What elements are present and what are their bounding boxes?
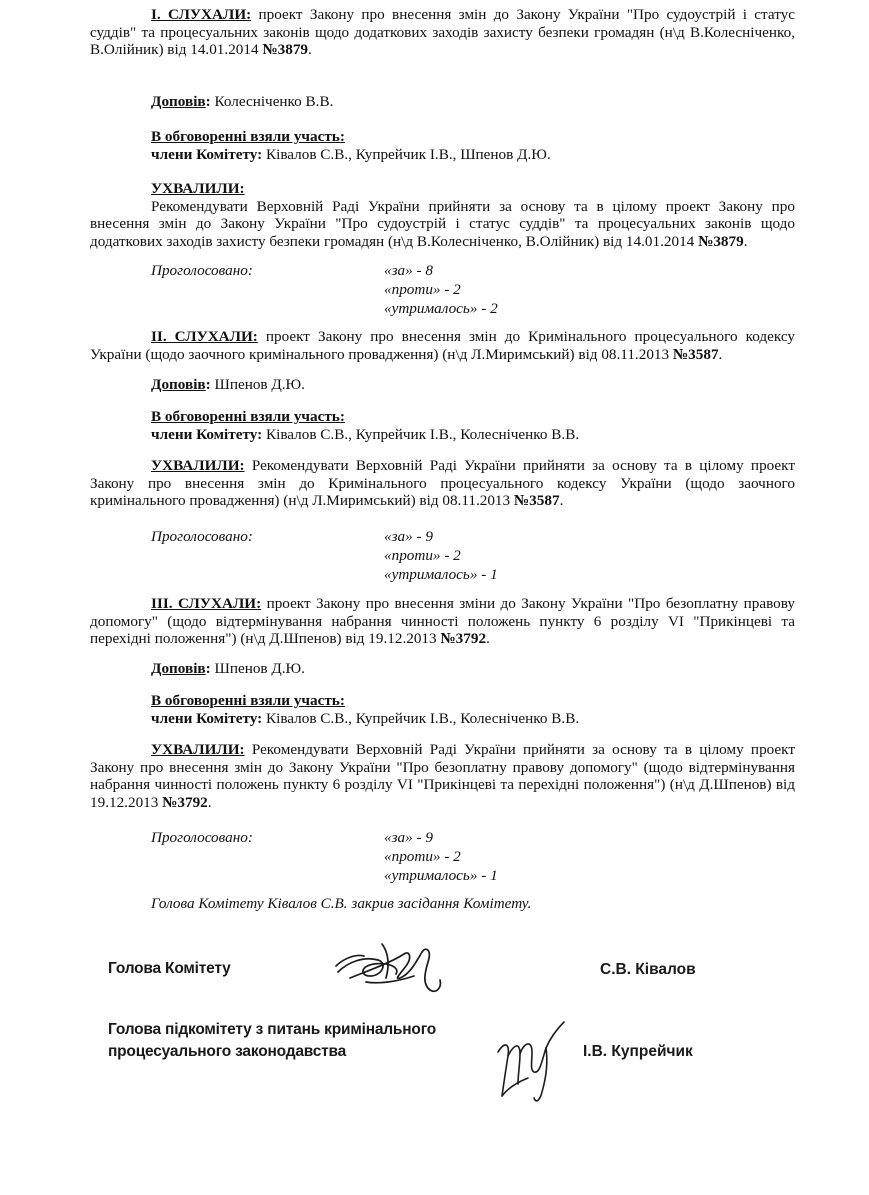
item-2-heard-number: №3587	[672, 345, 719, 363]
item-2-heard-label: II. СЛУХАЛИ:	[151, 328, 258, 345]
item-3-votes-for: «за» - 9	[384, 829, 433, 846]
item-3-decided-end: .	[207, 793, 212, 811]
item-2-reporter-label: Доповів	[151, 376, 206, 393]
subchair-title	[108, 1019, 436, 1063]
item-1-decided-label: УХВАЛИЛИ:	[151, 180, 245, 197]
item-3-heard-end: .	[486, 630, 490, 647]
item-3-votes-abstain: «утрималось» - 1	[384, 867, 498, 884]
item-1-members-names: Ківалов С.В., Купрейчик І.В., Шпенов Д.Ю.	[262, 145, 551, 163]
subchair-title-line2: процесуального законодавства	[108, 1043, 347, 1060]
item-2-members-label: члени Комітету:	[151, 425, 263, 443]
item-3-reporter-name: Шпенов Д.Ю.	[210, 660, 305, 677]
item-3-reporter-label: Доповів	[151, 660, 206, 677]
subchair-title-line1: Голова підкомітету з питань кримінального	[108, 1021, 437, 1038]
closing-note	[90, 895, 795, 913]
item-1-discussion-label: В обговоренні взяли участь:	[151, 128, 345, 145]
item-2-reporter-colon: :	[205, 376, 211, 393]
item-3-discussion	[90, 692, 795, 727]
chair-signature-image	[330, 932, 450, 1002]
item-1-decided-end: .	[743, 232, 748, 250]
item-2-members-names: Ківалов С.В., Купрейчик І.В., Колесніченко В.В.	[262, 425, 580, 443]
item-2-votes-against: «проти» - 2	[384, 547, 461, 564]
item-1-heard-text: проект Закону про внесення змін до Закону України "Про судоустрій і статус суддів" та процесуальних законів щодо додаткових заходів захисту безпеки громадян (н\д В.Колесніченко, В.Олійник) від 14.01.2014	[90, 6, 795, 58]
item-2-reporter-name: Шпенов Д.Ю.	[210, 376, 305, 393]
item-2-decided	[90, 457, 795, 510]
chair-title: Голова Комітету	[108, 960, 231, 977]
item-3-heard-number: №3792	[440, 630, 487, 647]
chair-name: С.В. Ківалов	[600, 961, 696, 978]
item-1-reporter-label: Доповів	[151, 93, 206, 110]
item-3-heard-text: проект Закону про внесення зміни до Закону України "Про безоплатну правову допомогу" (щодо відтермінування набрання чинності положень пункту 6 розділу VI "Прикінцеві та перехідні положення") (н\д Д.Шпенов) від 19.12.2013	[90, 595, 795, 647]
item-3-decided-text: Рекомендувати Верховній Раді України прийняти за основу та в цілому проект Закону про внесення змін до Закону України "Про безоплатну правову допомогу" (щодо відтермінування набрання чинності положень пункту 6 розділу VI "Прикінцеві та перехідні положення") (н\д Д.Шпенов) від 19.12.2013	[90, 741, 795, 811]
item-1-heard	[90, 6, 795, 59]
item-3-reporter-colon: :	[205, 660, 211, 677]
item-1-heard-number: №3879	[262, 41, 309, 58]
item-3-decided-number: №3792	[162, 793, 208, 811]
item-2-heard	[90, 328, 795, 363]
item-1-members-label: члени Комітету:	[151, 145, 263, 163]
item-1-reporter-name: Колесніченко В.В.	[210, 93, 334, 110]
item-2-discussion-label: В обговоренні взяли участь:	[151, 408, 345, 425]
item-2-decided-label: УХВАЛИЛИ:	[151, 457, 245, 474]
item-3-voted-label: Проголосовано:	[151, 829, 253, 846]
item-3-votes-against: «проти» - 2	[384, 848, 461, 865]
subchair-name: І.В. Купрейчик	[583, 1043, 693, 1060]
item-2-reporter	[90, 376, 795, 394]
item-1-votes-against: «проти» - 2	[384, 281, 461, 298]
item-3-decided-label: УХВАЛИЛИ:	[151, 741, 245, 758]
item-2-decided-number: №3587	[513, 492, 560, 509]
item-1-reporter-colon: :	[205, 93, 211, 110]
item-1-voted-label: Проголосовано:	[151, 262, 253, 279]
closing-note-text: Голова Комітету Ківалов С.В. закрив засідання Комітету.	[151, 895, 532, 912]
item-3-heard-label: III. СЛУХАЛИ:	[151, 595, 262, 612]
item-1-heard-label: I. СЛУХАЛИ:	[151, 6, 252, 23]
item-3-decided	[90, 741, 795, 811]
item-3-discussion-label: В обговоренні взяли участь:	[151, 692, 345, 709]
item-2-heard-end: .	[718, 345, 723, 363]
item-1-discussion	[90, 128, 795, 163]
item-1-reporter	[90, 93, 795, 111]
item-2-votes-for: «за» - 9	[384, 528, 433, 545]
item-1-votes-for: «за» - 8	[384, 262, 433, 279]
item-1-decided-number: №3879	[698, 232, 744, 250]
item-3-members-label: члени Комітету:	[151, 709, 263, 727]
item-3-heard	[90, 595, 795, 648]
item-1-heard-end: .	[308, 41, 312, 58]
item-2-decided-text: Рекомендувати Верховній Раді України прийняти за основу та в цілому проект Закону про внесення змін до Кримінального процесуального кодексу України (щодо заочного кримінального провадження) (н\д Л.Миримський) від 08.11.2013	[90, 457, 795, 509]
item-2-heard-text: проект Закону про внесення змін до Кримінального процесуального кодексу України (щодо заочного кримінального провадження) (н\д Л.Миримський) від 08.11.2013	[90, 328, 796, 363]
item-3-reporter	[90, 660, 795, 678]
item-3-members-names: Ківалов С.В., Купрейчик І.В., Колесніченко В.В.	[262, 709, 580, 727]
item-2-votes-abstain: «утрималось» - 1	[384, 566, 498, 583]
item-2-discussion	[90, 408, 795, 443]
item-2-decided-end: .	[559, 492, 564, 509]
item-2-voted-label: Проголосовано:	[151, 528, 253, 545]
item-1-decided	[90, 180, 795, 250]
subchair-signature-image	[488, 1012, 578, 1112]
item-1-decided-text: Рекомендувати Верховній Раді України прийняти за основу та в цілому проект Закону про внесення змін до Закону України "Про судоустрій і статус суддів" та процесуальних законів щодо додаткових заходів захисту безпеки громадян (н\д В.Колесніченко, В.Олійник) від 14.01.2014	[90, 197, 795, 250]
item-1-votes-abstain: «утрималось» - 2	[384, 300, 498, 317]
